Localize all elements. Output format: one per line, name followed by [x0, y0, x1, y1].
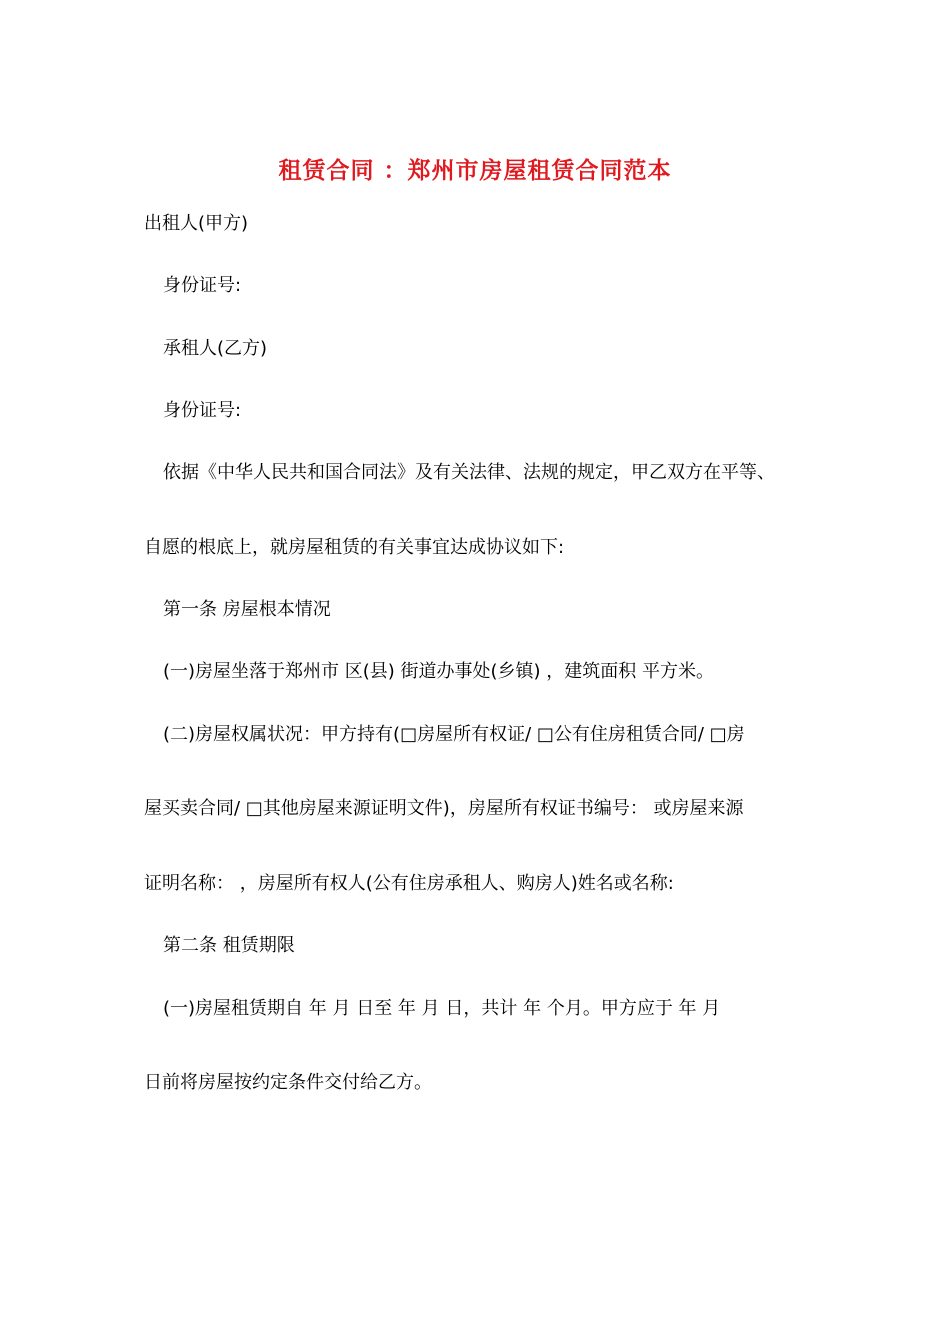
article-1-clause-1: (一)房屋坐落于郑州市 区(县) 街道办事处(乡镇) ，建筑面积 平方米。	[163, 661, 715, 682]
article-2-heading: 第二条 租赁期限	[163, 935, 295, 956]
article-1-clause-2-line-3: 证明名称： ，房屋所有权人(公有住房承租人、购房人)姓名或名称:	[144, 873, 674, 894]
lessee-label: 承租人(乙方)	[163, 338, 268, 359]
article-1-clause-2-line-2: 屋买卖合同/ □其他房屋来源证明文件)，房屋所有权证书编号： 或房屋来源	[144, 798, 744, 819]
lessor-label: 出租人(甲方)	[144, 213, 249, 234]
preamble-line-2: 自愿的根底上，就房屋租赁的有关事宜达成协议如下:	[144, 537, 565, 558]
article-1-clause-2-line-1: (二)房屋权属状况：甲方持有(□房屋所有权证/ □公有住房租赁合同/ □房	[163, 724, 745, 745]
document-title: 租赁合同 ：郑州市房屋租赁合同范本	[278, 158, 672, 184]
article-2-clause-1-line-1: (一)房屋租赁期自 年 月 日至 年 月 日，共计 年 个月。甲方应于 年 月	[163, 998, 721, 1019]
lessee-id-label: 身份证号:	[163, 400, 242, 421]
lessor-id-label: 身份证号:	[163, 275, 242, 296]
article-1-heading: 第一条 房屋根本情况	[163, 599, 331, 620]
article-2-clause-1-line-2: 日前将房屋按约定条件交付给乙方。	[144, 1072, 432, 1093]
preamble-line-1: 依据《中华人民共和国合同法》及有关法律、法规的规定，甲乙双方在平等、	[163, 462, 775, 483]
